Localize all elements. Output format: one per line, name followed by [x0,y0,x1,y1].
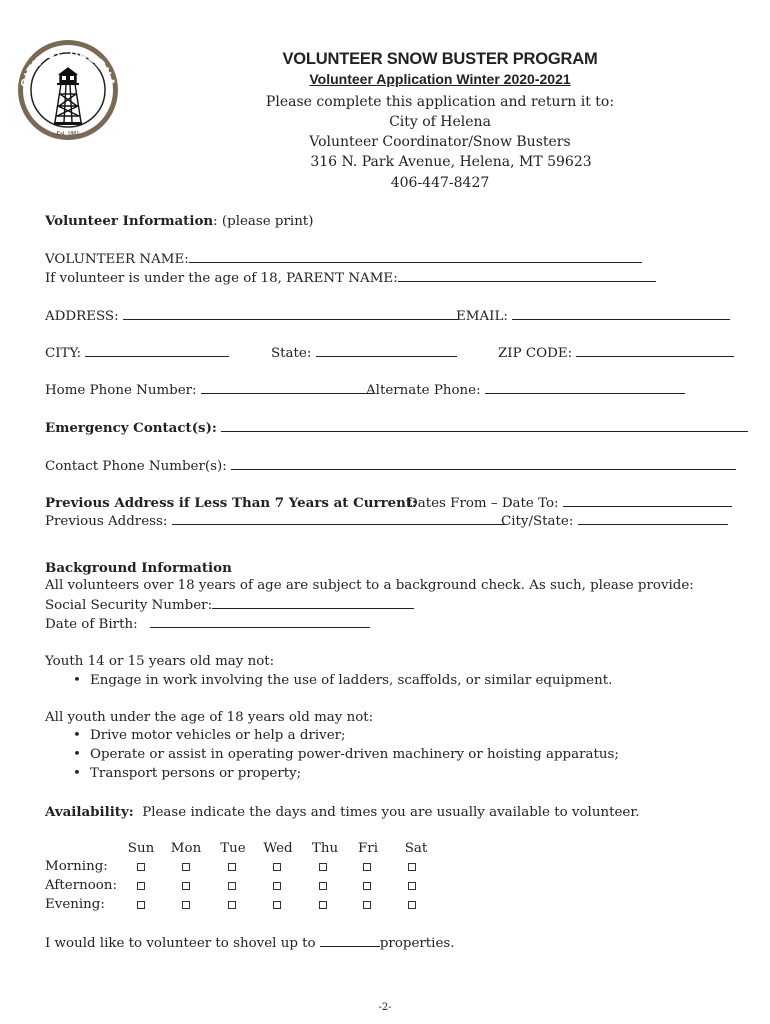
period-morning-label: Morning: [45,859,108,874]
day-header-tue: Tue [220,841,246,856]
volunteer-name-field[interactable]: VOLUNTEER NAME: [45,251,642,267]
parent-name-field[interactable]: If volunteer is under the age of 18, PARENT NAME: [45,270,656,286]
page-number: -2- [378,1002,392,1013]
youth-under-18-item: • Drive motor vehicles or help a driver; [90,728,346,743]
checkbox-morning-tue[interactable] [228,863,236,871]
email-field[interactable]: EMAIL: [456,308,730,324]
zip-code-field[interactable]: ZIP CODE: [498,345,734,361]
dob-field[interactable]: Date of Birth: [45,616,370,632]
shovel-properties-field[interactable]: I would like to volunteer to shovel up to properties. [45,936,455,951]
return-instructions: Please complete this application and return it to: [265,94,615,110]
youth-under-18-item: • Operate or assist in operating power-driven machinery or hoisting apparatus; [90,747,619,762]
document-subtitle: Volunteer Application Winter 2020-2021 [309,71,571,87]
youth-under-18-item: • Transport persons or property; [90,766,301,781]
state-field[interactable]: State: [271,345,457,361]
checkbox-evening-wed[interactable] [273,901,281,909]
checkbox-morning-mon[interactable] [182,863,190,871]
availability-heading: Availability: Please indicate the days and times you are usually available to volunteer. [45,804,640,820]
ssn-field[interactable]: Social Security Number: [45,597,414,613]
checkbox-evening-fri[interactable] [363,901,371,909]
emergency-contact-field[interactable]: Emergency Contact(s): [45,420,748,436]
recipient-phone: 406-447-8427 [390,175,490,191]
day-header-fri: Fri [358,841,378,856]
background-text: All volunteers over 18 years of age are subject to a background check. As such, please provide: [45,578,694,593]
recipient-city: City of Helena [389,114,491,130]
checkbox-evening-mon[interactable] [182,901,190,909]
period-evening-label: Evening: [45,897,105,912]
day-header-wed: Wed [263,841,293,856]
logo-est-text: Est. 1881 [56,131,80,137]
previous-address-heading: Previous Address if Less Than 7 Years at Current: [45,495,418,511]
address-field[interactable]: ADDRESS: [45,308,458,324]
day-header-sun: Sun [127,841,155,856]
checkbox-afternoon-sun[interactable] [137,882,145,890]
previous-address-field[interactable]: Previous Address: [45,513,506,529]
youth-14-15-item: • Engage in work involving the use of ladders, scaffolds, or similar equipment. [90,673,612,688]
day-header-mon: Mon [170,841,202,856]
previous-city-state-field[interactable]: City/State: [501,513,728,529]
recipient-office: Volunteer Coordinator/Snow Busters [309,134,571,150]
checkbox-evening-sun[interactable] [137,901,145,909]
youth-under-18-intro: All youth under the age of 18 years old may not: [45,710,374,725]
checkbox-afternoon-fri[interactable] [363,882,371,890]
recipient-address: 316 N. Park Avenue, Helena, MT 59623 [310,154,592,170]
day-header-thu: Thu [311,841,339,856]
youth-14-15-intro: Youth 14 or 15 years old may not: [45,654,275,669]
checkbox-morning-fri[interactable] [363,863,371,871]
checkbox-morning-thu[interactable] [319,863,327,871]
logo-arc-text: CITY OF HELENA [17,42,119,90]
alternate-phone-field[interactable]: Alternate Phone: [366,382,685,398]
checkbox-evening-tue[interactable] [228,901,236,909]
period-afternoon-label: Afternoon: [45,878,117,893]
document-title: VOLUNTEER SNOW BUSTER PROGRAM [282,50,598,68]
checkbox-evening-thu[interactable] [319,901,327,909]
dates-field[interactable]: Dates From – Date To: [407,495,732,511]
checkbox-afternoon-tue[interactable] [228,882,236,890]
background-heading: Background Information [45,560,232,576]
city-field[interactable]: CITY: [45,345,229,361]
checkbox-afternoon-sat[interactable] [408,882,416,890]
checkbox-morning-sun[interactable] [137,863,145,871]
checkbox-afternoon-mon[interactable] [182,882,190,890]
city-of-helena-logo [16,36,120,144]
contact-phone-field[interactable]: Contact Phone Number(s): [45,458,736,474]
day-header-sat: Sat [404,841,428,856]
volunteer-info-heading: Volunteer Information: (please print) [45,213,314,229]
checkbox-morning-sat[interactable] [408,863,416,871]
checkbox-morning-wed[interactable] [273,863,281,871]
checkbox-afternoon-wed[interactable] [273,882,281,890]
checkbox-evening-sat[interactable] [408,901,416,909]
checkbox-afternoon-thu[interactable] [319,882,327,890]
home-phone-field[interactable]: Home Phone Number: [45,382,373,398]
